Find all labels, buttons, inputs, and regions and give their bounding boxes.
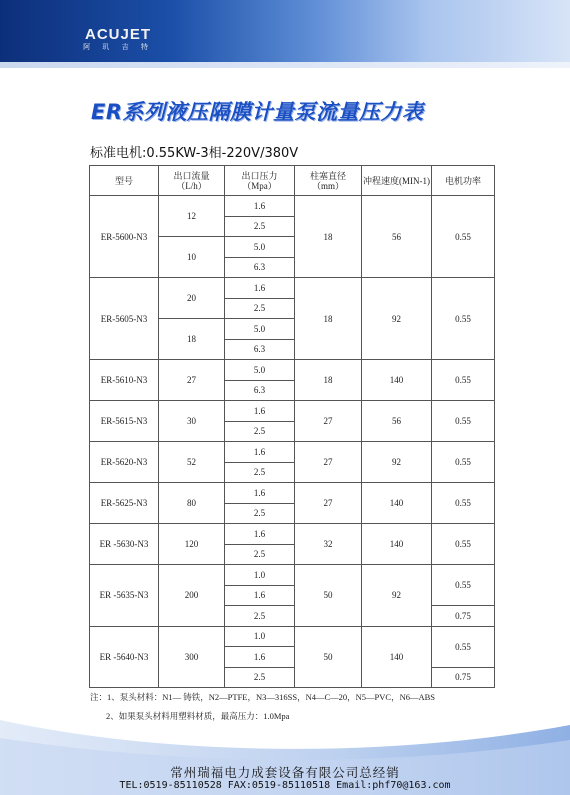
flow-cell: 30 [159,401,225,442]
pressure-cell: 1.6 [225,442,295,463]
stroke-cell: 140 [362,483,432,524]
stroke-cell: 140 [362,626,432,688]
pressure-cell: 1.6 [225,524,295,545]
power-cell: 0.55 [432,360,495,401]
note-pump-head-materials: 注：1、泵头材料：N1— 铸铁，N2—PTFE，N3—316SS，N4—C—20，N5—PVC，N6—ABS [90,692,435,702]
flow-cell: 300 [159,626,225,688]
table-row [90,626,495,647]
pressure-cell: 1.6 [225,278,295,299]
pressure-cell: 2.5 [225,503,295,524]
header-stripe [0,62,570,68]
pressure-cell: 1.6 [225,401,295,422]
power-cell: 0.55 [432,401,495,442]
pressure-cell: 6.3 [225,339,295,360]
table-row [90,483,495,504]
stroke-cell: 92 [362,278,432,360]
flow-cell: 18 [159,319,225,360]
power-cell: 0.55 [432,196,495,278]
flow-cell: 80 [159,483,225,524]
stroke-cell: 92 [362,442,432,483]
pressure-cell: 5.0 [225,237,295,258]
pressure-cell: 6.3 [225,380,295,401]
model-cell: ER-5620-N3 [90,442,159,483]
diameter-cell: 27 [295,401,362,442]
header-diameter: 柱塞直径 （mm） [295,166,362,196]
pressure-cell: 1.6 [225,647,295,668]
pressure-cell: 2.5 [225,544,295,565]
diameter-cell: 50 [295,626,362,688]
company-logo [78,27,158,52]
pressure-cell: 2.5 [225,421,295,442]
stroke-cell: 56 [362,401,432,442]
diameter-cell: 18 [295,196,362,278]
pressure-cell: 1.0 [225,626,295,647]
power-cell: 0.55 [432,524,495,565]
pressure-cell: 6.3 [225,257,295,278]
flow-cell: 10 [159,237,225,278]
model-cell: ER -5630-N3 [90,524,159,565]
table-row [90,565,495,586]
note-plastic-max-pressure: 2、如果泵头材料用塑料材质，最高压力：1.0Mpa [106,711,290,721]
power-cell: 0.55 [432,626,495,667]
model-cell: ER-5600-N3 [90,196,159,278]
flow-cell: 200 [159,565,225,627]
table-row [90,278,495,299]
flow-cell: 12 [159,196,225,237]
pressure-cell: 2.5 [225,216,295,237]
header-stroke: 冲程速度(MIN-1) [362,166,432,196]
stroke-cell: 56 [362,196,432,278]
logo-subtext: 阿 玑 吉 特 [83,43,153,51]
flow-cell: 20 [159,278,225,319]
stroke-cell: 140 [362,360,432,401]
model-cell: ER -5635-N3 [90,565,159,627]
power-cell: 0.55 [432,442,495,483]
flow-cell: 52 [159,442,225,483]
pressure-cell: 5.0 [225,360,295,381]
model-cell: ER-5610-N3 [90,360,159,401]
model-cell: ER-5625-N3 [90,483,159,524]
table-row [90,524,495,545]
header-power: 电机功率 [432,166,495,196]
flow-cell: 27 [159,360,225,401]
logo-text: ACUJET [84,26,151,43]
diameter-cell: 27 [295,442,362,483]
pressure-cell: 1.0 [225,565,295,586]
motor-spec: 标准电机:0.55KW-3相-220V/380V [90,146,299,161]
diameter-cell: 50 [295,565,362,627]
header-model: 型号 [90,166,159,196]
diameter-cell: 18 [295,360,362,401]
flow-cell: 120 [159,524,225,565]
table-row [90,196,495,217]
diameter-cell: 27 [295,483,362,524]
page-title: ER系列液压隔膜计量泵流量压力表 [91,100,424,124]
table-row [90,401,495,422]
pressure-cell: 2.5 [225,462,295,483]
power-cell: 0.55 [432,278,495,360]
header-row [90,166,495,196]
footer-contact: TEL:0519-85110528 FAX:0519-85110518 Email:phf70@163.com [119,780,451,791]
power-cell: 0.55 [432,483,495,524]
model-cell: ER -5640-N3 [90,626,159,688]
flow-pressure-table [89,165,495,688]
stroke-cell: 140 [362,524,432,565]
pressure-cell: 1.6 [225,196,295,217]
header-flow: 出口流量 （L/h） [159,166,225,196]
power-cell: 0.75 [432,606,495,627]
power-cell: 0.75 [432,667,495,688]
power-cell: 0.55 [432,565,495,606]
pressure-cell: 1.6 [225,585,295,606]
pressure-cell: 5.0 [225,319,295,340]
model-cell: ER-5605-N3 [90,278,159,360]
table-row [90,360,495,381]
stroke-cell: 92 [362,565,432,627]
pressure-cell: 2.5 [225,298,295,319]
diameter-cell: 32 [295,524,362,565]
flow-pressure-table-wrap [89,165,495,688]
diameter-cell: 18 [295,278,362,360]
header-pressure: 出口压力 （Mpa） [225,166,295,196]
pressure-cell: 1.6 [225,483,295,504]
model-cell: ER-5615-N3 [90,401,159,442]
table-row [90,442,495,463]
pressure-cell: 2.5 [225,667,295,688]
footer-company: 常州瑞福电力成套设备有限公司总经销 [170,765,400,780]
pressure-cell: 2.5 [225,606,295,627]
